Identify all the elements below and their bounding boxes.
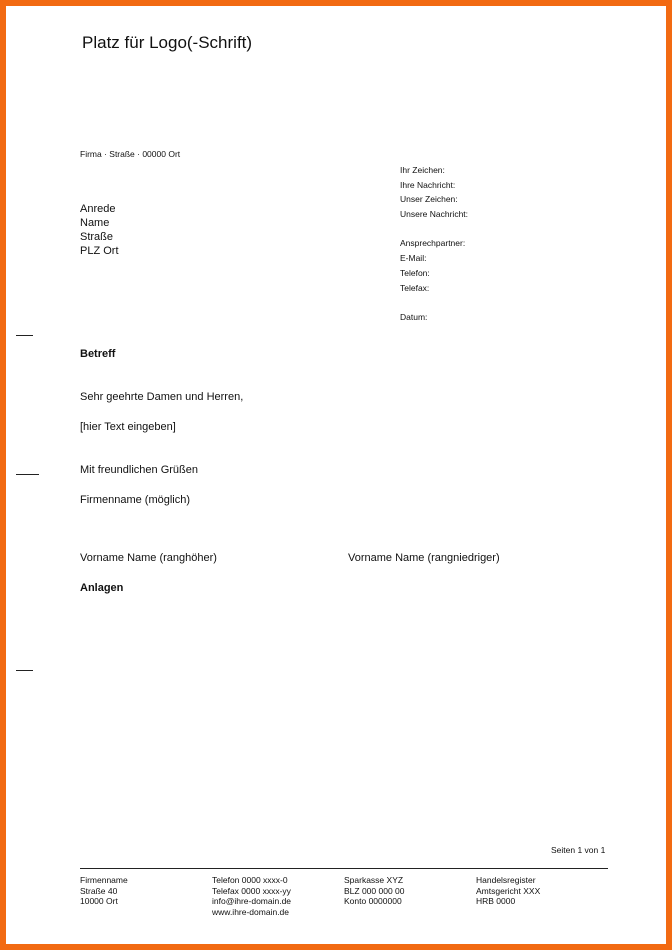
footer-company-name: Firmenname xyxy=(80,875,128,885)
recipient-street: Straße xyxy=(80,231,114,243)
letter-subject: Betreff xyxy=(80,348,116,360)
footer-city: 10000 Ort xyxy=(80,896,118,906)
footer-divider xyxy=(80,868,608,869)
recipient-salutation: Anrede xyxy=(80,203,116,215)
punch-mark xyxy=(16,474,39,475)
fold-mark-bottom xyxy=(16,670,33,671)
signature-junior: Vorname Name (rangniedriger) xyxy=(348,552,500,564)
reference-info-block xyxy=(400,163,468,325)
footer-contact-column xyxy=(212,875,291,917)
phone-label: Telefon: xyxy=(400,267,430,278)
recipient-address xyxy=(80,202,119,258)
footer-register-column xyxy=(476,875,540,907)
info-spacer xyxy=(400,295,468,310)
letter-salutation: Sehr geehrte Damen und Herren, xyxy=(80,391,244,403)
footer-email: info@ihre-domain.de xyxy=(212,896,292,906)
contact-person-label: Ansprechpartner: xyxy=(400,238,466,249)
your-reference-label: Ihr Zeichen: xyxy=(400,165,445,175)
footer-bank-code: BLZ 000 000 00 xyxy=(344,885,405,896)
email-label: E-Mail: xyxy=(400,253,427,264)
fax-label: Telefax: xyxy=(400,282,430,293)
footer-phone: Telefon 0000 xxxx-0 xyxy=(212,875,288,885)
recipient-city: PLZ Ort xyxy=(80,245,119,257)
footer-bank-name: Sparkasse XYZ xyxy=(344,875,404,885)
recipient-name: Name xyxy=(80,217,110,229)
fold-mark-top xyxy=(16,335,33,336)
footer-hrb: HRB 0000 xyxy=(476,896,516,906)
info-spacer xyxy=(400,222,468,237)
our-reference-label: Unser Zeichen: xyxy=(400,194,458,205)
our-message-label: Unsere Nachricht: xyxy=(400,209,469,220)
sender-return-address: Firma · Straße · 00000 Ort xyxy=(80,149,181,159)
footer-website: www.ihre-domain.de xyxy=(212,906,290,917)
page-indicator: Seiten 1 von 1 xyxy=(551,845,606,855)
footer-fax: Telefax 0000 xxxx-yy xyxy=(212,885,291,896)
letter-closing: Mit freundlichen Grüßen xyxy=(80,464,198,476)
date-label: Datum: xyxy=(400,311,428,322)
footer-court: Amtsgericht XXX xyxy=(476,885,541,896)
footer-account: Konto 0000000 xyxy=(344,896,402,906)
letter-enclosures: Anlagen xyxy=(80,582,124,594)
footer-company-column xyxy=(80,875,128,907)
footer-register: Handelsregister xyxy=(476,875,536,885)
letter-company-name: Firmenname (möglich) xyxy=(80,494,191,506)
your-message-label: Ihre Nachricht: xyxy=(400,179,456,190)
footer-street: Straße 40 xyxy=(80,885,118,896)
footer-bank-column xyxy=(344,875,405,907)
signature-senior: Vorname Name (ranghöher) xyxy=(80,552,217,564)
letter-body: [hier Text eingeben] xyxy=(80,421,176,433)
logo-placeholder: Platz für Logo(-Schrift) xyxy=(82,33,253,52)
